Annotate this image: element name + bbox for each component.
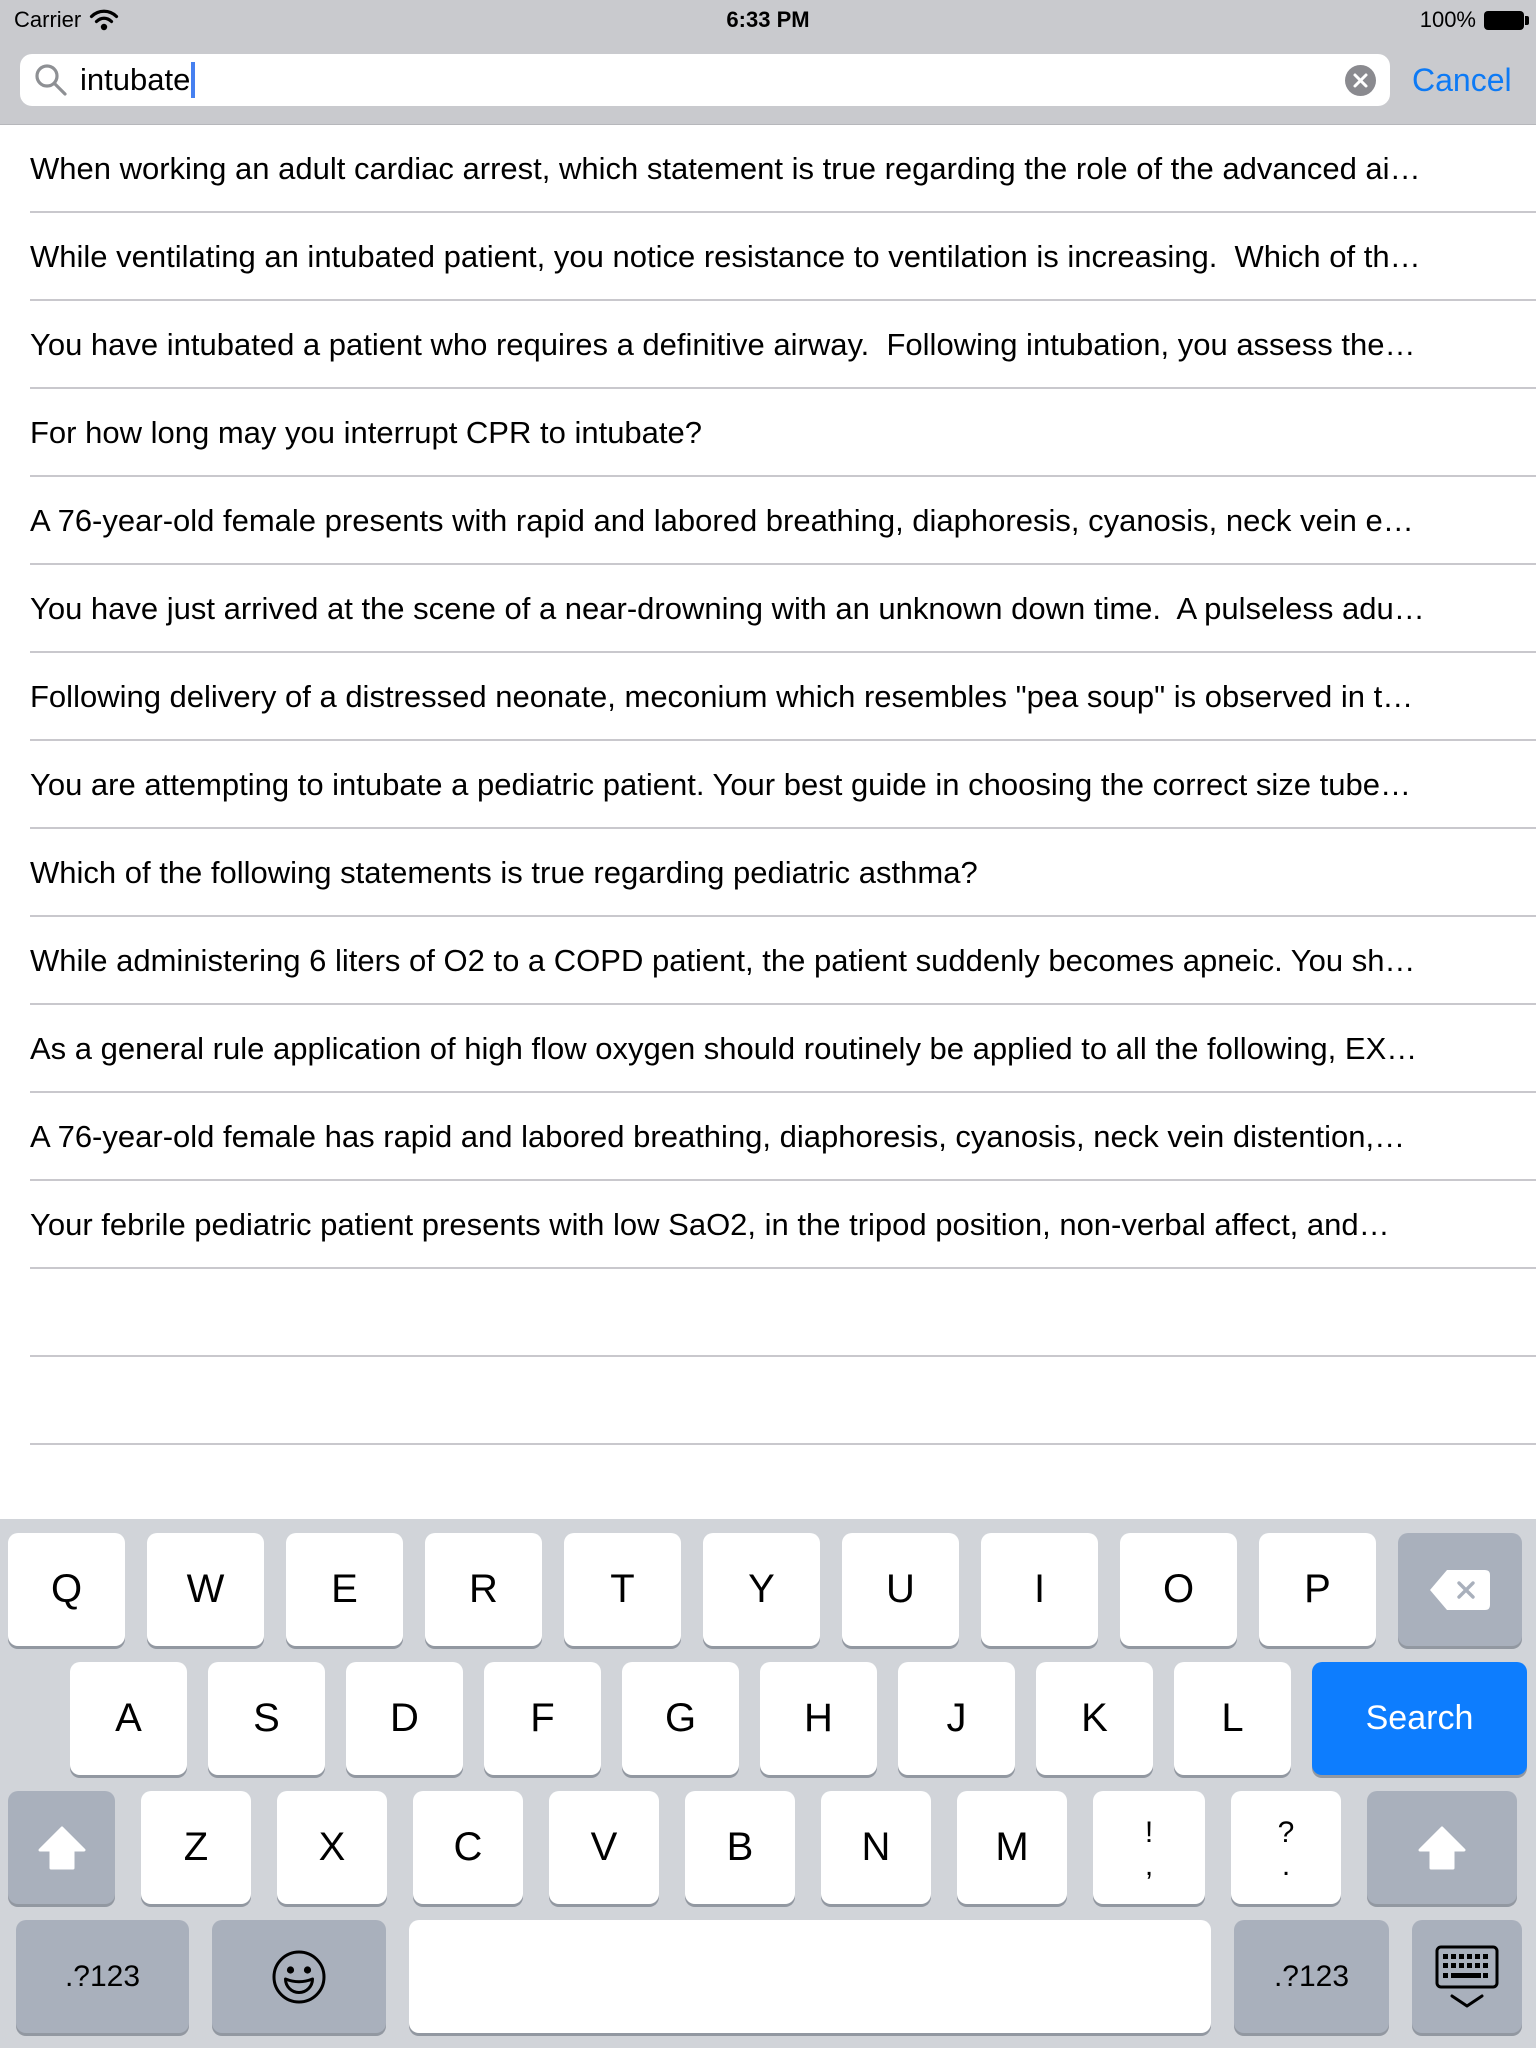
search-result-row[interactable]	[0, 1181, 1536, 1269]
search-key[interactable]: Search	[1312, 1662, 1527, 1775]
keyboard-icon	[1435, 1945, 1499, 1989]
key-p[interactable]: P	[1259, 1533, 1376, 1646]
search-result-row[interactable]	[0, 301, 1536, 389]
battery-percent-label: 100%	[1419, 7, 1476, 32]
key-r[interactable]: R	[425, 1533, 542, 1646]
empty-row	[0, 1269, 1536, 1357]
numbers-key-right[interactable]: .?123	[1234, 1920, 1389, 2033]
key-u[interactable]: U	[842, 1533, 959, 1646]
key-m[interactable]: M	[957, 1791, 1067, 1904]
result-text: A 76-year-old female has rapid and labored breathing, diaphoresis, cyanosis, neck vein distention,…	[30, 1119, 1406, 1154]
search-result-row[interactable]	[0, 1093, 1536, 1181]
key-a[interactable]: A	[70, 1662, 187, 1775]
key-h[interactable]: H	[760, 1662, 877, 1775]
space-key[interactable]	[409, 1920, 1211, 2033]
punct-top-label: !	[1144, 1816, 1154, 1849]
result-text: As a general rule application of high flow oxygen should routinely be applied to all the following, EX…	[30, 1031, 1418, 1066]
status-time: 6:33 PM	[726, 7, 810, 32]
search-result-row[interactable]	[0, 917, 1536, 1005]
shift-key-left[interactable]	[8, 1791, 115, 1904]
result-text: You have intubated a patient who requires a definitive airway. Following intubation, you assess the…	[30, 327, 1416, 362]
top-bar	[0, 0, 1536, 125]
result-text: While ventilating an intubated patient, you notice resistance to ventilation is increasing. Which of th…	[30, 239, 1421, 274]
close-icon	[1352, 72, 1369, 89]
result-text: A 76-year-old female presents with rapid and labored breathing, diaphoresis, cyanosis, neck vein e…	[30, 503, 1414, 538]
key-j[interactable]: J	[898, 1662, 1015, 1775]
result-text: You are attempting to intubate a pediatric patient. Your best guide in choosing the correct size tube…	[30, 767, 1411, 802]
carrier-label: Carrier	[14, 7, 82, 32]
key-c[interactable]: C	[413, 1791, 523, 1904]
key-s[interactable]: S	[208, 1662, 325, 1775]
emoji-icon	[270, 1948, 328, 2006]
key-o[interactable]: O	[1120, 1533, 1237, 1646]
key-g[interactable]: G	[622, 1662, 739, 1775]
key-q[interactable]: Q	[8, 1533, 125, 1646]
keyboard-row-4	[0, 1920, 1536, 2033]
key-n[interactable]: N	[821, 1791, 931, 1904]
key-question-period[interactable]	[1231, 1791, 1341, 1904]
status-bar	[0, 0, 1536, 40]
empty-row	[0, 1357, 1536, 1445]
search-result-row[interactable]	[0, 477, 1536, 565]
key-exclamation-comma[interactable]	[1093, 1791, 1205, 1904]
result-text: Your febrile pediatric patient presents with low SaO2, in the tripod position, non-verbal affect, and…	[30, 1207, 1390, 1242]
key-d[interactable]: D	[346, 1662, 463, 1775]
shift-key-right[interactable]	[1367, 1791, 1517, 1904]
search-result-row[interactable]	[0, 653, 1536, 741]
search-result-row[interactable]	[0, 125, 1536, 213]
search-result-row[interactable]	[0, 389, 1536, 477]
punct-bottom-label: ,	[1144, 1849, 1154, 1882]
search-icon	[34, 63, 68, 97]
key-t[interactable]: T	[564, 1533, 681, 1646]
search-input[interactable]	[20, 54, 1390, 106]
status-right	[1420, 0, 1524, 40]
chevron-down-icon	[1448, 1993, 1486, 2009]
key-x[interactable]: X	[277, 1791, 387, 1904]
search-result-row[interactable]	[0, 213, 1536, 301]
key-w[interactable]: W	[147, 1533, 264, 1646]
search-result-row[interactable]	[0, 565, 1536, 653]
key-e[interactable]: E	[286, 1533, 403, 1646]
punct-bottom-label: .	[1281, 1849, 1291, 1882]
key-b[interactable]: B	[685, 1791, 795, 1904]
shift-icon	[1416, 1826, 1468, 1870]
key-z[interactable]: Z	[141, 1791, 251, 1904]
keyboard-row-1	[0, 1533, 1536, 1646]
dismiss-keyboard-key[interactable]	[1412, 1920, 1522, 2033]
result-text: While administering 6 liters of O2 to a COPD patient, the patient suddenly becomes apneic. You sh…	[30, 943, 1416, 978]
punct-top-label: ?	[1277, 1816, 1295, 1849]
keyboard-row-3	[0, 1791, 1536, 1904]
result-text: You have just arrived at the scene of a near-drowning with an unknown down time. A pulseless adu…	[30, 591, 1425, 626]
battery-icon	[1484, 11, 1524, 30]
clear-search-button[interactable]	[1345, 65, 1376, 96]
onscreen-keyboard	[0, 1519, 1536, 2048]
text-cursor	[191, 62, 195, 98]
search-query-text: intubate	[80, 62, 191, 97]
backspace-key[interactable]	[1398, 1533, 1522, 1646]
shift-icon	[36, 1826, 88, 1870]
search-result-row[interactable]	[0, 829, 1536, 917]
keyboard-row-2	[0, 1662, 1536, 1775]
numbers-key-left[interactable]: .?123	[16, 1920, 189, 2033]
result-text: Following delivery of a distressed neonate, meconium which resembles "pea soup" is observed in t…	[30, 679, 1414, 714]
cancel-button[interactable]: Cancel	[1412, 61, 1512, 98]
key-v[interactable]: V	[549, 1791, 659, 1904]
key-l[interactable]: L	[1174, 1662, 1291, 1775]
search-result-row[interactable]	[0, 741, 1536, 829]
result-text: Which of the following statements is true regarding pediatric asthma?	[30, 855, 978, 890]
search-results-list	[0, 125, 1536, 1519]
result-text: When working an adult cardiac arrest, which statement is true regarding the role of the advanced ai…	[30, 151, 1421, 186]
search-result-row[interactable]	[0, 1005, 1536, 1093]
key-k[interactable]: K	[1036, 1662, 1153, 1775]
backspace-icon	[1427, 1567, 1493, 1613]
key-f[interactable]: F	[484, 1662, 601, 1775]
emoji-key[interactable]	[212, 1920, 386, 2033]
result-text: For how long may you interrupt CPR to intubate?	[30, 415, 703, 450]
key-y[interactable]: Y	[703, 1533, 820, 1646]
key-i[interactable]: I	[981, 1533, 1098, 1646]
